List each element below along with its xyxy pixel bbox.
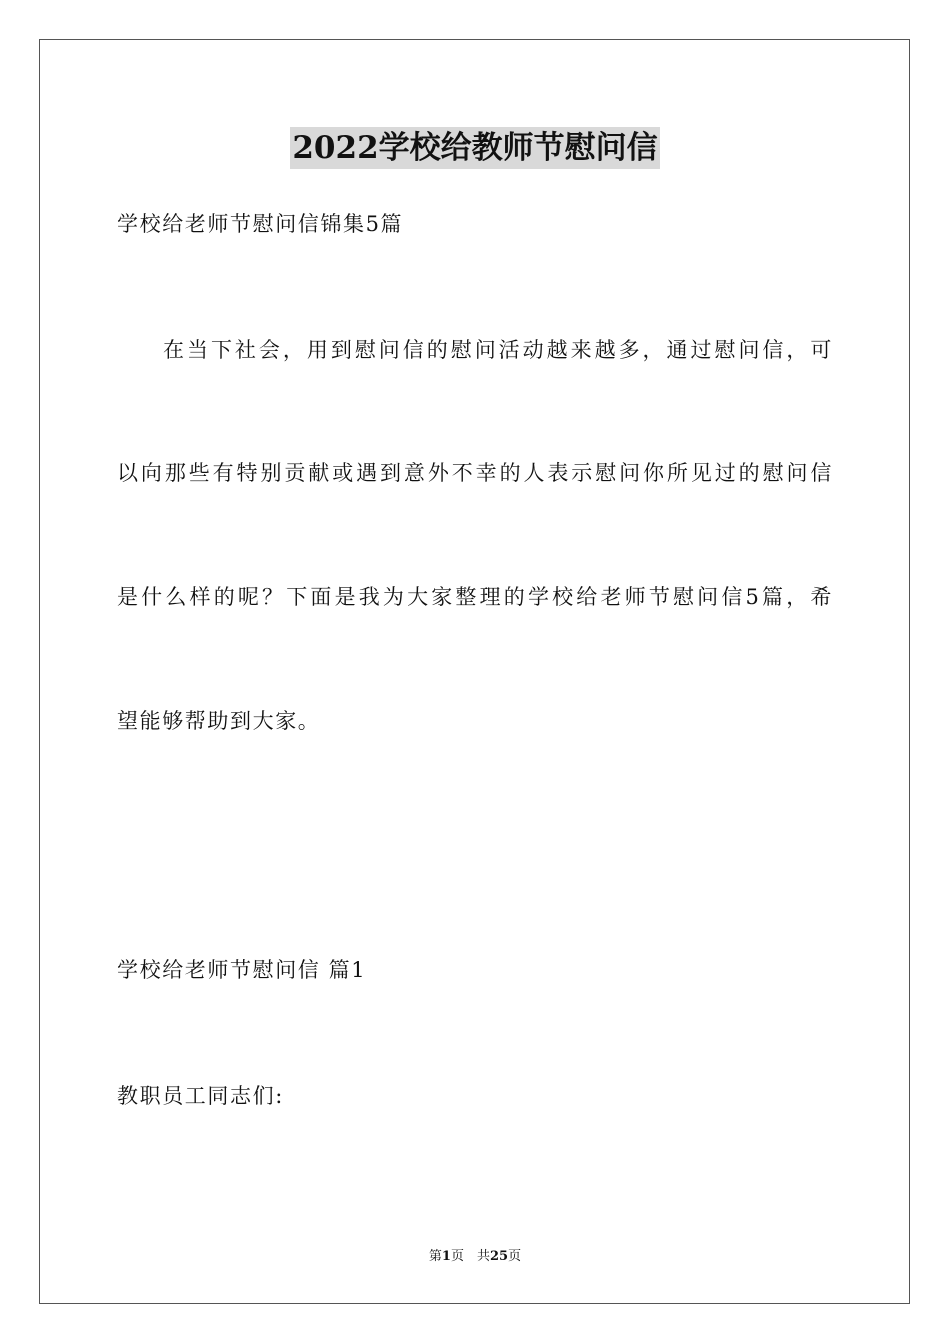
intro-line-4: 望能够帮助到大家。 (117, 709, 321, 733)
footer-total-pages: 25 (489, 1249, 509, 1264)
salutation: 教职员工同志们: (117, 1084, 284, 1108)
footer-current-page: 1 (441, 1249, 451, 1264)
document-subtitle: 学校给老师节慰问信锦集5篇 (117, 212, 404, 236)
footer-middle: 页 共 (450, 1249, 490, 1264)
page-footer (0, 1248, 950, 1266)
intro-line-1: 在当下社会，用到慰问信的慰问活动越来越多，通过慰问信，可 (163, 338, 833, 362)
footer-suffix: 页 (508, 1249, 522, 1264)
intro-line-3: 是什么样的呢？下面是我为大家整理的学校给老师节慰问信5篇，希 (117, 585, 833, 609)
footer-prefix: 第 (428, 1249, 442, 1264)
intro-line-2: 以向那些有特别贡献或遇到意外不幸的人表示慰问你所见过的慰问信 (117, 461, 833, 485)
section-heading: 学校给老师节慰问信 篇1 (117, 958, 367, 982)
title-container (0, 127, 950, 169)
document-title: 2022学校给教师节慰问信 (290, 127, 659, 169)
